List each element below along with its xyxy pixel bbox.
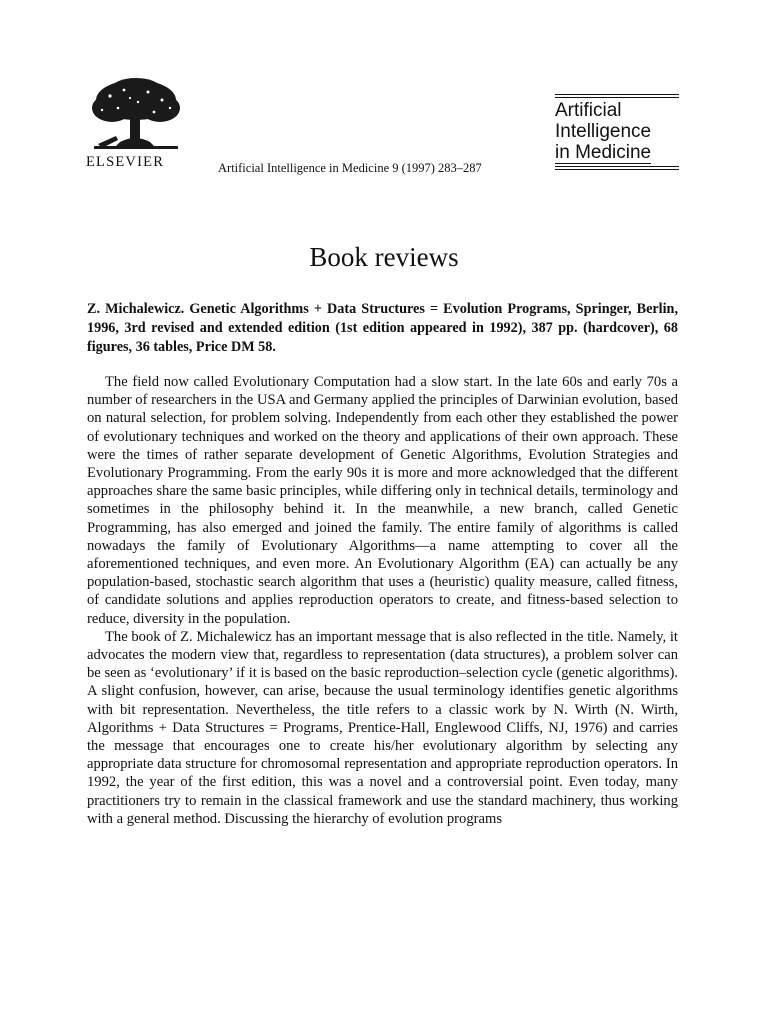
journal-name-line-3: in Medicine — [555, 142, 652, 163]
book-reference: Z. Michalewicz. Genetic Algorithms + Data Structures = Evolution Programs, Springer, Berlin, 1996, 3rd revised and extended edition (1st edition appeared in 1992), 387 pp. (hardcover), 68 figures, 36 tables, Price DM 58. — [87, 301, 678, 355]
journal-title-block — [555, 94, 679, 172]
top-rule-2 — [555, 97, 679, 98]
bottom-rule-2 — [555, 169, 679, 170]
journal-name-line-1: Artificial — [555, 100, 622, 121]
paragraph: The field now called Evolutionary Computation had a slow start. In the late 60s and early 70s a number of researchers in the USA and Germany applied the principles of Darwinian evolution, based on natural selection, for problem solving. Independently from each other they established the power of evolutionary techniques and worked on the theory and applications of their own approach. These were the times of rather separate development of Genetic Algorithms, Evolution Strategies and Evolutionary Programming. From the early 90s it is more and more acknowledged that the different approaches share the same basic principles, while differing only in technical details, terminology and sometimes in the philosophy behind it. In the meanwhile, a new branch, called Genetic Programming, has also emerged and joined the family. The entire family of algorithms is called nowadays the family of Evolutionary Algorithms—a name attempting to cover all the aforementioned techniques, and even more. An Evolutionary Algorithm (EA) can actually be any population-based, stochastic search algorithm that uses a (heuristic) quality measure, called fitness, of candidate solutions and applies reproduction operators to create, and fitness-based selection to reduce, diversity in the population. — [87, 374, 678, 627]
tree-logo-icon — [90, 78, 182, 152]
top-rule — [555, 94, 679, 95]
publisher-name: ELSEVIER — [86, 154, 165, 170]
journal-name — [555, 100, 679, 164]
journal-name-line-2: Intelligence — [555, 121, 652, 142]
bottom-rule — [555, 166, 679, 167]
review-body — [87, 373, 678, 828]
section-title: Book reviews — [309, 242, 459, 272]
journal-citation: Artificial Intelligence in Medicine 9 (1997) 283–287 — [218, 161, 482, 175]
page-header — [0, 0, 768, 200]
paragraph: The book of Z. Michalewicz has an important message that is also reflected in the title. Namely, it advocates the modern view that, regardless to representation (data structures), a problem solver can be seen as ‘evolutionary’ if it is based on the basic reproduction–selection cycle (genetic algorithms). A slight confusion, however, can arise, because the usual terminology identifies genetic algorithms with bit representation. Nevertheless, the title refers to a classic work by N. Wirth (N. Wirth, Algorithms + Data Structures = Programs, Prentice-Hall, Englewood Cliffs, NJ, 1976) and carries the message that encourages one to create his/her evolutionary algorithm by selecting any appropriate data structure for chromosomal representation and appropriate reproduction operators. In 1992, the year of the first edition, this was a novel and a controversial point. Even today, many practitioners try to remain in the classical framework and use the standard machinery, thus working with a general method. Discussing the hierarchy of evolution programs — [87, 628, 678, 827]
